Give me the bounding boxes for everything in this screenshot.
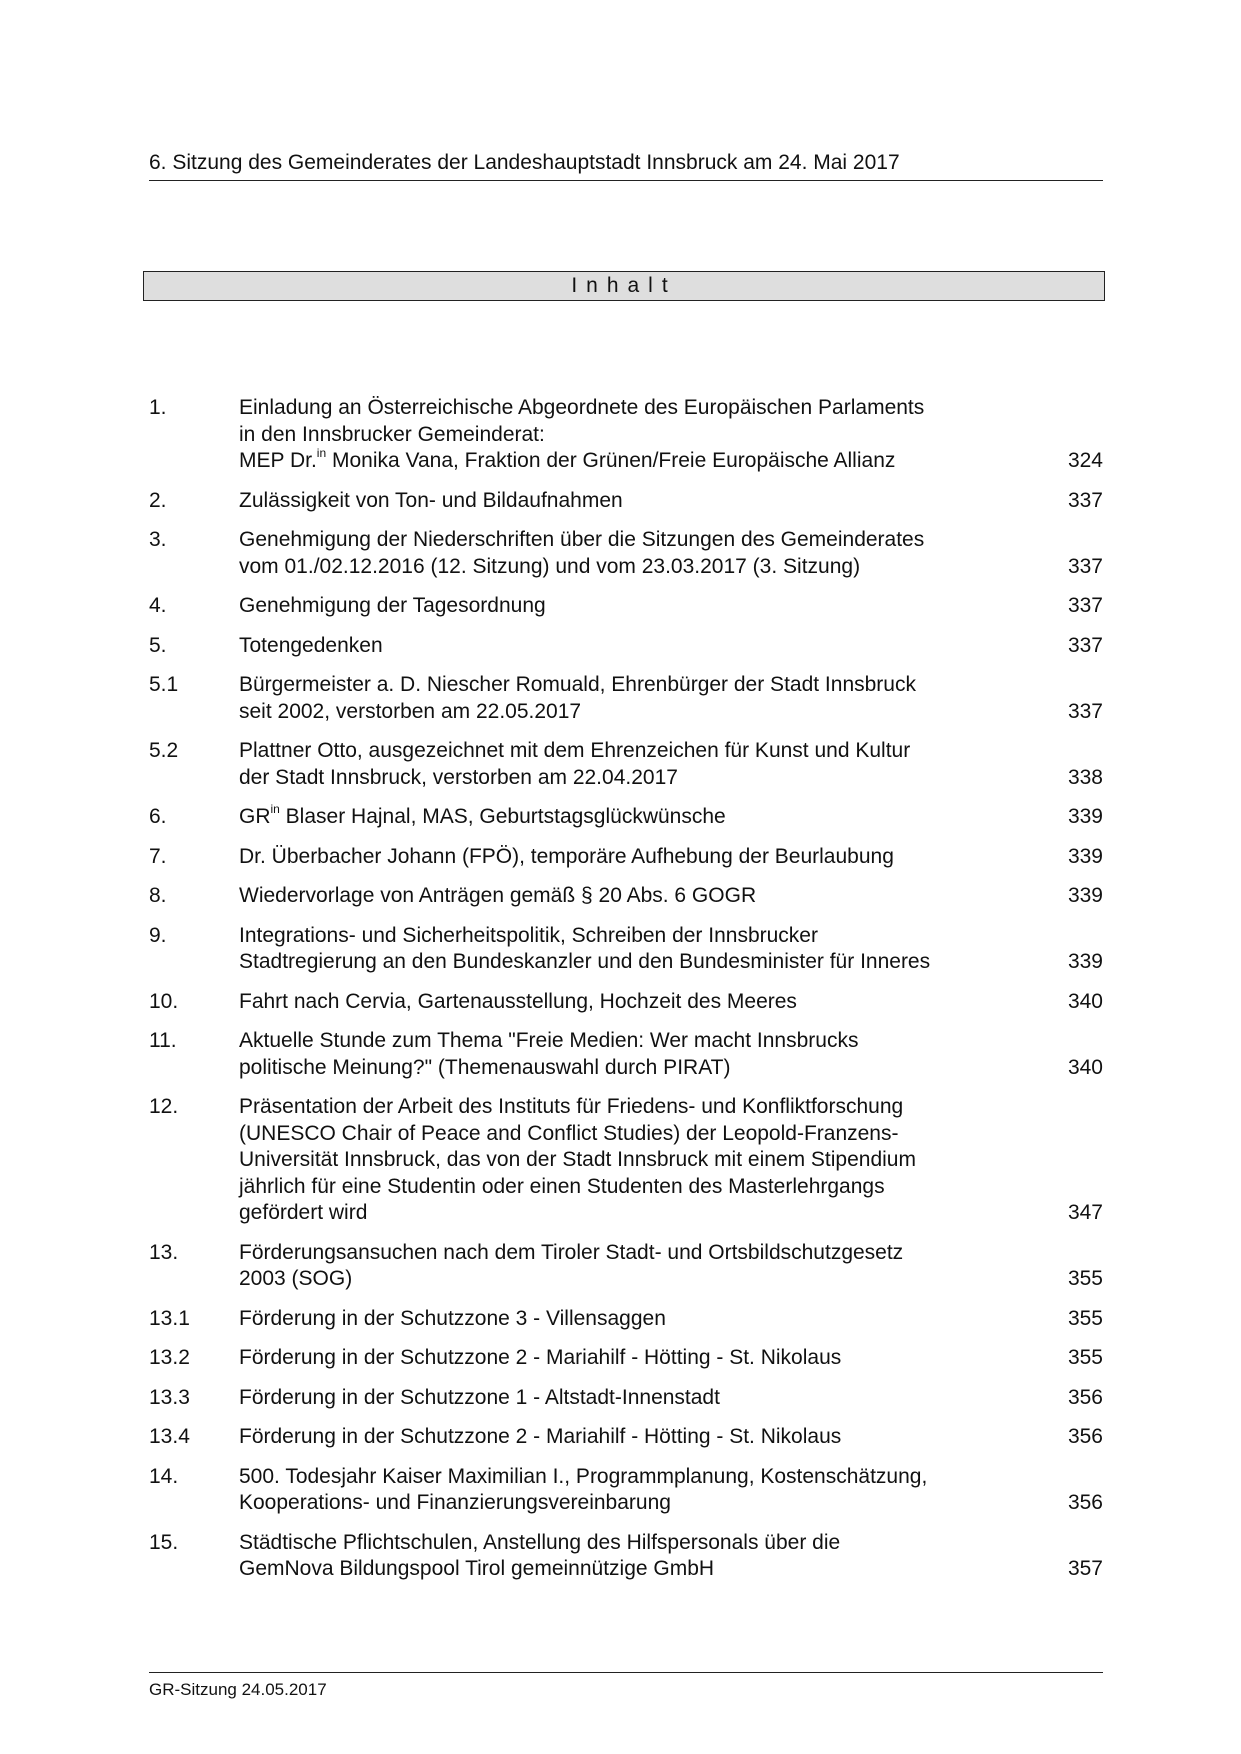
toc-entry-title-line: Einladung an Österreichische Abgeordnete des Europäischen Parlaments — [239, 396, 925, 419]
toc-entry-number: 3. — [149, 528, 167, 551]
toc-entry-title — [239, 1306, 1009, 1333]
title-text-part: GR — [239, 805, 271, 828]
toc-title-box: Inhalt — [143, 271, 1105, 301]
toc-entry-page-number: 339 — [1067, 950, 1103, 973]
toc-entry-number: 5. — [149, 633, 167, 657]
toc-entry-title-line: Förderung in der Schutzzone 2 - Mariahilf - Hötting - St. Nikolaus — [239, 1425, 842, 1448]
toc-entry-title-line: GemNova Bildungspool Tirol gemeinnützige GmbH — [239, 1557, 715, 1580]
toc-entry-page-number: 337 — [1067, 633, 1103, 657]
toc-entry-number: 6. — [149, 805, 167, 828]
toc-entry — [149, 844, 1103, 871]
toc-entry-title — [239, 1028, 1009, 1081]
toc-entry — [149, 1094, 1103, 1227]
toc-entry-title-line: Förderungsansuchen nach dem Tiroler Stadt- und Ortsbildschutzgesetz — [239, 1240, 904, 1264]
toc-entry-title-line: Fahrt nach Cervia, Gartenausstellung, Hochzeit des Meeres — [239, 989, 797, 1013]
toc-entry-number: 5.1 — [149, 673, 179, 696]
toc-entry — [149, 1306, 1103, 1333]
toc-entry-title — [239, 923, 1009, 976]
toc-entry-number: 13. — [149, 1240, 179, 1264]
toc-entry-title-line: 2003 (SOG) — [239, 1267, 353, 1290]
toc-entry-page-number: 339 — [1067, 844, 1103, 868]
toc-entry-title-line: Genehmigung der Niederschriften über die Sitzungen des Gemeinderates — [239, 528, 925, 551]
toc-entry-title-line — [239, 448, 1009, 475]
toc-entry-page-number: 324 — [1067, 449, 1103, 472]
toc-entry-page-number: 339 — [1067, 884, 1103, 907]
toc-entry-number: 7. — [149, 844, 167, 868]
title-text-part: MEP Dr. — [239, 449, 317, 472]
toc-entry-number: 13.2 — [149, 1346, 190, 1369]
toc-entry — [149, 1345, 1103, 1372]
toc-entry-title-line: seit 2002, verstorben am 22.05.2017 — [239, 699, 582, 723]
toc-entry-page-number: 340 — [1067, 989, 1103, 1013]
toc-entry-title — [239, 633, 1009, 660]
toc-entry-page-number: 356 — [1067, 1385, 1103, 1409]
title-text-part: Monika Vana, Fraktion der Grünen/Freie Europäische Allianz — [326, 449, 896, 472]
toc-entry-title — [239, 804, 1009, 831]
toc-entry-title-line: Dr. Überbacher Johann (FPÖ), temporäre Aufhebung der Beurlaubung — [239, 844, 894, 868]
toc-entry-title-line: Städtische Pflichtschulen, Anstellung des Hilfspersonals über die — [239, 1530, 841, 1554]
toc-entry-page-number: 356 — [1067, 1425, 1103, 1448]
toc-entry-title — [239, 738, 1009, 791]
toc-entry-title-line: Integrations- und Sicherheitspolitik, Schreiben der Innsbrucker — [239, 923, 818, 947]
toc-entry-title-line: Totengedenken — [239, 633, 383, 657]
toc-entry-number: 13.3 — [149, 1385, 190, 1409]
toc-entry — [149, 633, 1103, 660]
toc-entry-number: 1. — [149, 396, 167, 419]
toc-entry — [149, 488, 1103, 515]
toc-entry-title-line: Kooperations- und Finanzierungsvereinbarung — [239, 1491, 671, 1514]
toc-entry-number: 5.2 — [149, 739, 179, 762]
toc-entry-page-number: 347 — [1067, 1201, 1103, 1224]
toc-entry-page-number: 356 — [1067, 1491, 1103, 1514]
toc-entry-number: 8. — [149, 884, 167, 907]
page-header: 6. Sitzung des Gemeinderates der Landeshauptstadt Innsbruck am 24. Mai 2017 — [149, 150, 1103, 181]
toc-entry-number: 15. — [149, 1530, 179, 1554]
toc-entry-title-line: Stadtregierung an den Bundeskanzler und den Bundesminister für Inneres — [239, 950, 931, 973]
toc-entry-title-line: Präsentation der Arbeit des Instituts für Friedens- und Konfliktforschung — [239, 1095, 904, 1118]
toc-entry — [149, 1530, 1103, 1583]
title-superscript: in — [316, 446, 327, 460]
toc-entry — [149, 883, 1103, 910]
toc-entry-page-number: 340 — [1067, 1055, 1103, 1079]
toc-entry-page-number: 339 — [1067, 805, 1103, 828]
toc-entry-page-number: 338 — [1067, 765, 1103, 789]
toc-entry-title-line: Plattner Otto, ausgezeichnet mit dem Ehrenzeichen für Kunst und Kultur — [239, 739, 911, 762]
toc-entry — [149, 1028, 1103, 1081]
toc-entry-title — [239, 1094, 1009, 1227]
toc-entry-page-number: 357 — [1067, 1557, 1103, 1580]
page-footer: GR-Sitzung 24.05.2017 — [149, 1680, 327, 1699]
toc-entry-title-line: Aktuelle Stunde zum Thema "Freie Medien: Wer macht Innsbrucks — [239, 1029, 859, 1052]
toc-entry-number: 11. — [149, 1029, 177, 1052]
toc-entry-title — [239, 844, 1009, 871]
toc-entry — [149, 1464, 1103, 1517]
toc-entry-title — [239, 593, 1009, 620]
toc-entry-title-line: Universität Innsbruck, das von der Stadt Innsbruck mit einem Stipendium — [239, 1148, 916, 1171]
toc-entry-title-line: (UNESCO Chair of Peace and Conflict Studies) der Leopold-Franzens- — [239, 1121, 899, 1145]
toc-entry-number: 13.4 — [149, 1425, 190, 1448]
toc-entry-title — [239, 1464, 1009, 1517]
toc-entry — [149, 1240, 1103, 1293]
toc-entry — [149, 923, 1103, 976]
toc-entry-title-line: Genehmigung der Tagesordnung — [239, 594, 546, 617]
toc-entry-title-line: politische Meinung?" (Themenauswahl durch PIRAT) — [239, 1055, 731, 1079]
toc-entry-page-number: 337 — [1067, 554, 1103, 578]
toc-entry-title-line: Zulässigkeit von Ton- und Bildaufnahmen — [239, 488, 623, 512]
toc-entry-title — [239, 989, 1009, 1016]
toc-entry-page-number: 355 — [1067, 1306, 1103, 1330]
toc-entry-page-number: 337 — [1067, 594, 1103, 617]
table-of-contents — [149, 395, 1103, 1596]
title-text-part: Blaser Hajnal, MAS, Geburtstagsglückwünsche — [279, 805, 726, 828]
toc-entry-title — [239, 1345, 1009, 1372]
toc-entry-title-line: Förderung in der Schutzzone 2 - Mariahilf - Hötting - St. Nikolaus — [239, 1346, 842, 1369]
toc-entry-page-number: 355 — [1067, 1267, 1103, 1290]
toc-entry-number: 14. — [149, 1464, 179, 1488]
toc-entry-title — [239, 1240, 1009, 1293]
toc-entry-number: 4. — [149, 594, 167, 617]
toc-entry-title — [239, 1385, 1009, 1412]
toc-entry-title-line: Bürgermeister a. D. Niescher Romuald, Ehrenbürger der Stadt Innsbruck — [239, 673, 916, 696]
toc-entry-title-line: der Stadt Innsbruck, verstorben am 22.04.2017 — [239, 765, 678, 789]
toc-entry-title — [239, 488, 1009, 515]
toc-entry-title-line: Wiedervorlage von Anträgen gemäß § 20 Abs. 6 GOGR — [239, 884, 757, 907]
toc-entry — [149, 527, 1103, 580]
toc-entry-page-number: 337 — [1067, 488, 1103, 512]
toc-entry-title — [239, 527, 1009, 580]
toc-entry — [149, 593, 1103, 620]
toc-entry-title — [239, 1424, 1009, 1451]
toc-entry-number: 13.1 — [149, 1306, 190, 1330]
toc-entry-title-line: jährlich für eine Studentin oder einen Studenten des Masterlehrgangs — [239, 1174, 885, 1198]
toc-entry-title-line — [239, 804, 1009, 831]
toc-entry-number: 10. — [149, 989, 179, 1013]
toc-entry-title-line: vom 01./02.12.2016 (12. Sitzung) und vom 23.03.2017 (3. Sitzung) — [239, 554, 861, 578]
toc-entry — [149, 1385, 1103, 1412]
toc-entry — [149, 738, 1103, 791]
toc-entry — [149, 1424, 1103, 1451]
toc-entry-title-line: 500. Todesjahr Kaiser Maximilian I., Programmplanung, Kostenschätzung, — [239, 1464, 928, 1488]
toc-entry-title — [239, 883, 1009, 910]
toc-entry — [149, 804, 1103, 831]
toc-entry-title-line: Förderung in der Schutzzone 3 - Villensaggen — [239, 1306, 666, 1330]
toc-entry — [149, 672, 1103, 725]
toc-entry-title-line: in den Innsbrucker Gemeinderat: — [239, 422, 545, 446]
toc-entry-title-line: Förderung in der Schutzzone 1 - Altstadt-Innenstadt — [239, 1385, 720, 1409]
toc-entry — [149, 989, 1103, 1016]
toc-entry — [149, 395, 1103, 475]
toc-entry-title-line: gefördert wird — [239, 1201, 368, 1224]
toc-entry-page-number: 355 — [1067, 1346, 1103, 1369]
toc-entry-page-number: 337 — [1067, 699, 1103, 723]
toc-entry-number: 9. — [149, 923, 167, 947]
toc-entry-number: 2. — [149, 488, 167, 512]
toc-entry-number: 12. — [149, 1095, 179, 1118]
footer-divider — [149, 1672, 1103, 1673]
toc-entry-title — [239, 395, 1009, 475]
toc-entry-title — [239, 672, 1009, 725]
title-superscript: in — [270, 802, 280, 816]
toc-entry-title — [239, 1530, 1009, 1583]
